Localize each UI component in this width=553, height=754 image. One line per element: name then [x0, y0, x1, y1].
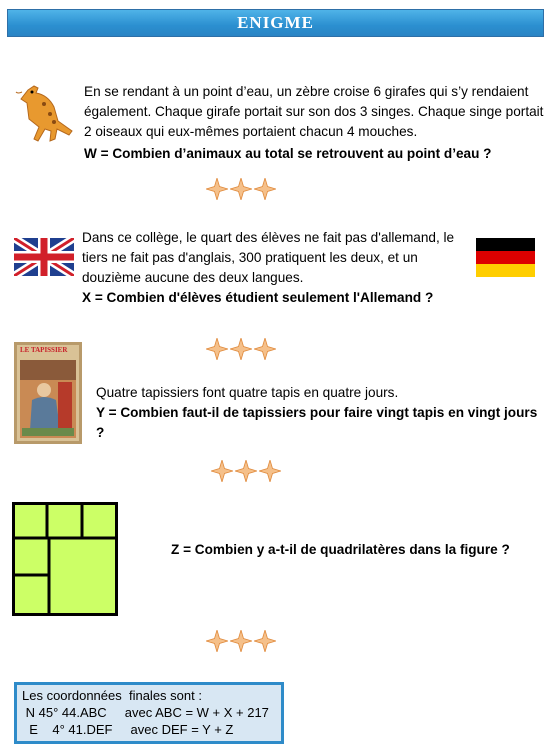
- tapissier-book-caption: LE TAPISSIER: [20, 346, 68, 354]
- star-separator: [211, 460, 291, 484]
- star-icon: [211, 460, 233, 482]
- star-icon: [230, 178, 252, 200]
- coords-east: E 4° 41.DEF avec DEF = Y + Z: [22, 722, 234, 737]
- star-icon: [235, 460, 257, 482]
- coords-title: Les coordonnées finales sont :: [22, 688, 202, 703]
- riddle-x-text: Dans ce collège, le quart des élèves ne fait pas d'allemand, le tiers ne fait pas d'anglais, 300 pratiquent les deux, et un douzième aucune des deux langues.: [82, 230, 455, 285]
- uk-flag-icon: [14, 238, 74, 276]
- star-icon: [206, 178, 228, 200]
- star-icon: [230, 338, 252, 360]
- star-icon: [254, 630, 276, 652]
- germany-flag-icon: [476, 238, 535, 277]
- giraffe-icon: [14, 84, 76, 144]
- riddle-w-text: En se rendant à un point d’eau, un zèbre croise 6 girafes qui s’y rendaient également. Chaque girafe portait sur son dos 3 singes. Chaque singe portait 2 oiseaux qui eux-mêmes portaient chacun 4 mouches.: [84, 84, 544, 139]
- star-icon: [254, 338, 276, 360]
- riddle-y-question: Y = Combien faut-il de tapissiers pour faire vingt tapis en vingt jours ?: [96, 405, 538, 440]
- star-icon: [206, 338, 228, 360]
- star-separator: [206, 178, 286, 202]
- star-separator: [206, 338, 286, 362]
- riddle-y-text: Quatre tapissiers font quatre tapis en quatre jours.: [96, 385, 399, 400]
- star-separator: [206, 630, 286, 654]
- tapissier-book-icon: [14, 342, 82, 444]
- riddle-z-question: Z = Combien y a-t-il de quadrilatères dans la figure ?: [171, 542, 510, 557]
- page-title: ENIGME: [7, 9, 544, 37]
- riddle-w-question: W = Combien d’animaux au total se retrouvent au point d’eau ?: [84, 146, 492, 161]
- star-icon: [206, 630, 228, 652]
- riddle-x-question: X = Combien d'élèves étudient seulement l'Allemand ?: [82, 290, 434, 305]
- quadrilateral-figure: [12, 502, 118, 616]
- final-coordinates-box: [14, 682, 284, 744]
- star-icon: [259, 460, 281, 482]
- coords-north: N 45° 44.ABC avec ABC = W + X + 217: [22, 705, 269, 720]
- star-icon: [254, 178, 276, 200]
- star-icon: [230, 630, 252, 652]
